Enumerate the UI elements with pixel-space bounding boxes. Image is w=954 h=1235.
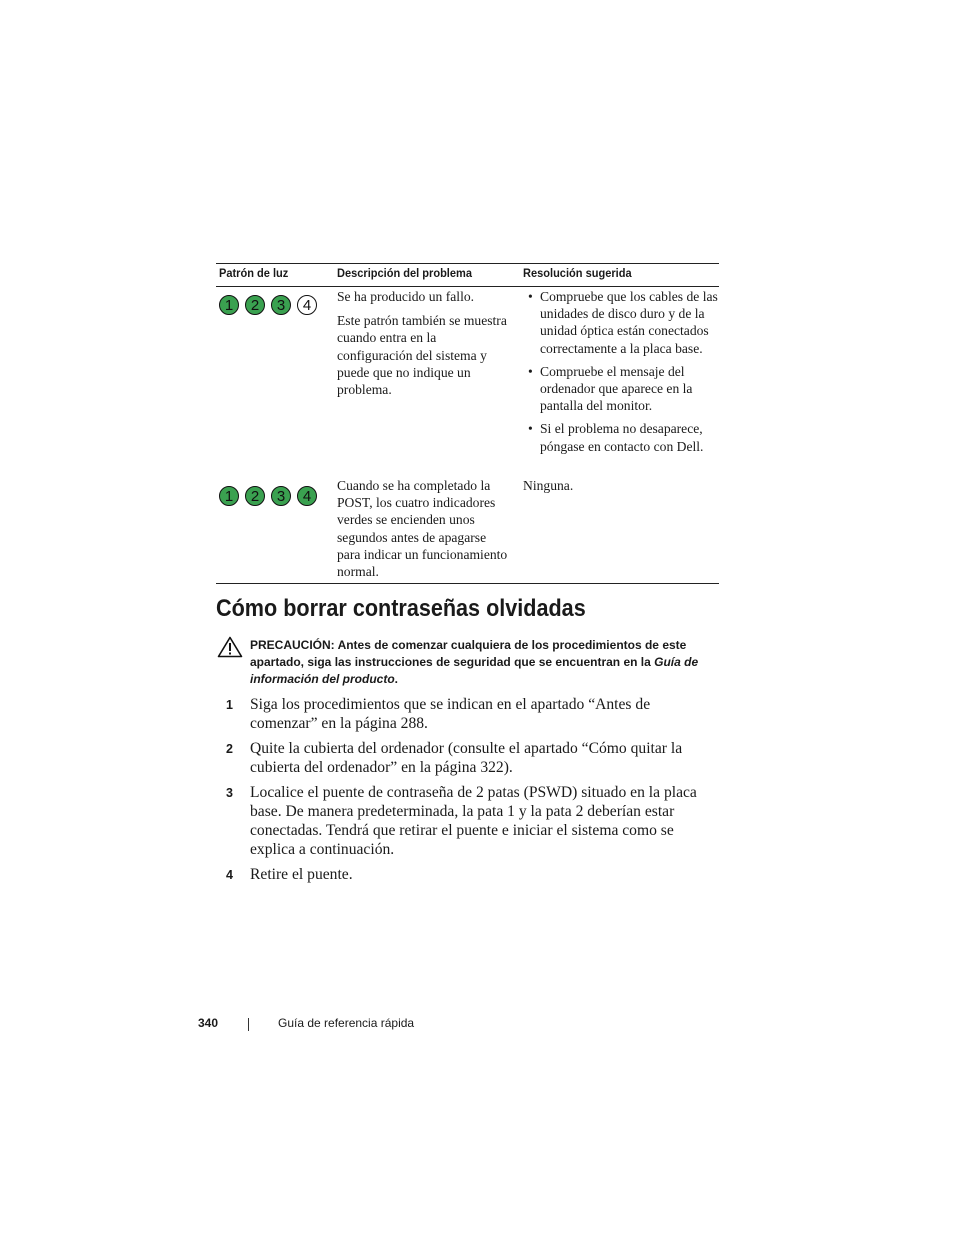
- table-row: [216, 287, 719, 477]
- caution-label: PRECAUCIÓN:: [250, 638, 335, 652]
- diagnostic-light-icon: 2: [245, 295, 265, 315]
- step-text: Retire el puente.: [250, 866, 353, 883]
- step-number: 4: [226, 868, 233, 882]
- table-header: [216, 264, 719, 287]
- suggested-resolution: [523, 288, 719, 461]
- suggested-resolution: Ninguna.: [523, 478, 574, 493]
- header-light-pattern: Patrón de luz: [219, 266, 289, 280]
- problem-description: Se ha producido un fallo. Este patrón también se muestra cuando entra en la configuración del sistema y puede que no indique un problema.: [337, 289, 507, 398]
- table-row: [216, 477, 719, 583]
- footer-title: Guía de referencia rápida: [278, 1016, 415, 1030]
- footer-divider: [248, 1018, 249, 1031]
- step-text: Quite la cubierta del ordenador (consulte el apartado “Cómo quitar la cubierta del ordenador” en la página 322).: [250, 740, 683, 776]
- list-item: • Compruebe el mensaje del ordenador que aparece en la pantalla del monitor.: [528, 363, 693, 414]
- caution-text: Antes de comenzar cualquiera de los procedimientos de este apartado, siga las instrucciones de seguridad que se encuentran en la: [250, 638, 687, 669]
- caution-reference: Guía de información del producto: [250, 655, 699, 686]
- light-pattern-table: [216, 263, 719, 584]
- problem-description: Cuando se ha completado la POST, los cuatro indicadores verdes se encienden unos segundos antes de apagarse para indicar un funcionamiento normal.: [337, 478, 508, 580]
- page-number: 340: [198, 1016, 219, 1030]
- header-suggested-resolution: Resolución sugerida: [523, 266, 632, 280]
- step-text: Localice el puente de contraseña de 2 patas (PSWD) situado en la placa base. De manera predeterminada, la pata 1 y la pata 2 deberían estar conectadas. Tendrá que retirar el puente e iniciar el sistema como se explica a continuación.: [250, 784, 697, 858]
- procedure-steps: [226, 695, 719, 890]
- warning-icon: [217, 636, 243, 658]
- header-problem-description: Descripción del problema: [337, 266, 472, 280]
- list-item: [226, 783, 719, 859]
- diagnostic-light-icon: 1: [219, 486, 239, 506]
- list-item: • Compruebe que los cables de las unidades de disco duro y de la unidad óptica están conectados correctamente a la placa base.: [528, 289, 718, 356]
- diagnostic-light-icon: 4: [297, 486, 317, 506]
- list-item: [226, 695, 719, 733]
- page-footer: [0, 1016, 954, 1036]
- list-item: • Si el problema no desaparece, póngase en contacto con Dell.: [528, 421, 704, 454]
- caution-note: PRECAUCIÓN: Antes de comenzar cualquiera de los procedimientos de este apartado, siga las instrucciones de seguridad que se encuentran en la Guía de información del producto.: [250, 638, 699, 686]
- diagnostic-light-icon: 2: [245, 486, 265, 506]
- diagnostic-light-icon: 3: [271, 295, 291, 315]
- section-title: Cómo borrar contraseñas olvidadas: [216, 595, 586, 622]
- list-item: [226, 739, 719, 777]
- diagnostic-light-icon: 1: [219, 295, 239, 315]
- step-number: 2: [226, 742, 233, 756]
- step-number: 3: [226, 786, 233, 800]
- list-item: [226, 865, 719, 884]
- diagnostic-light-icon: 4: [297, 295, 317, 315]
- diagnostic-light-icon: 3: [271, 486, 291, 506]
- step-number: 1: [226, 698, 233, 712]
- step-text: Siga los procedimientos que se indican en el apartado “Antes de comenzar” en la página 288.: [250, 696, 651, 732]
- light-pattern: [219, 486, 317, 506]
- light-pattern: [219, 295, 317, 315]
